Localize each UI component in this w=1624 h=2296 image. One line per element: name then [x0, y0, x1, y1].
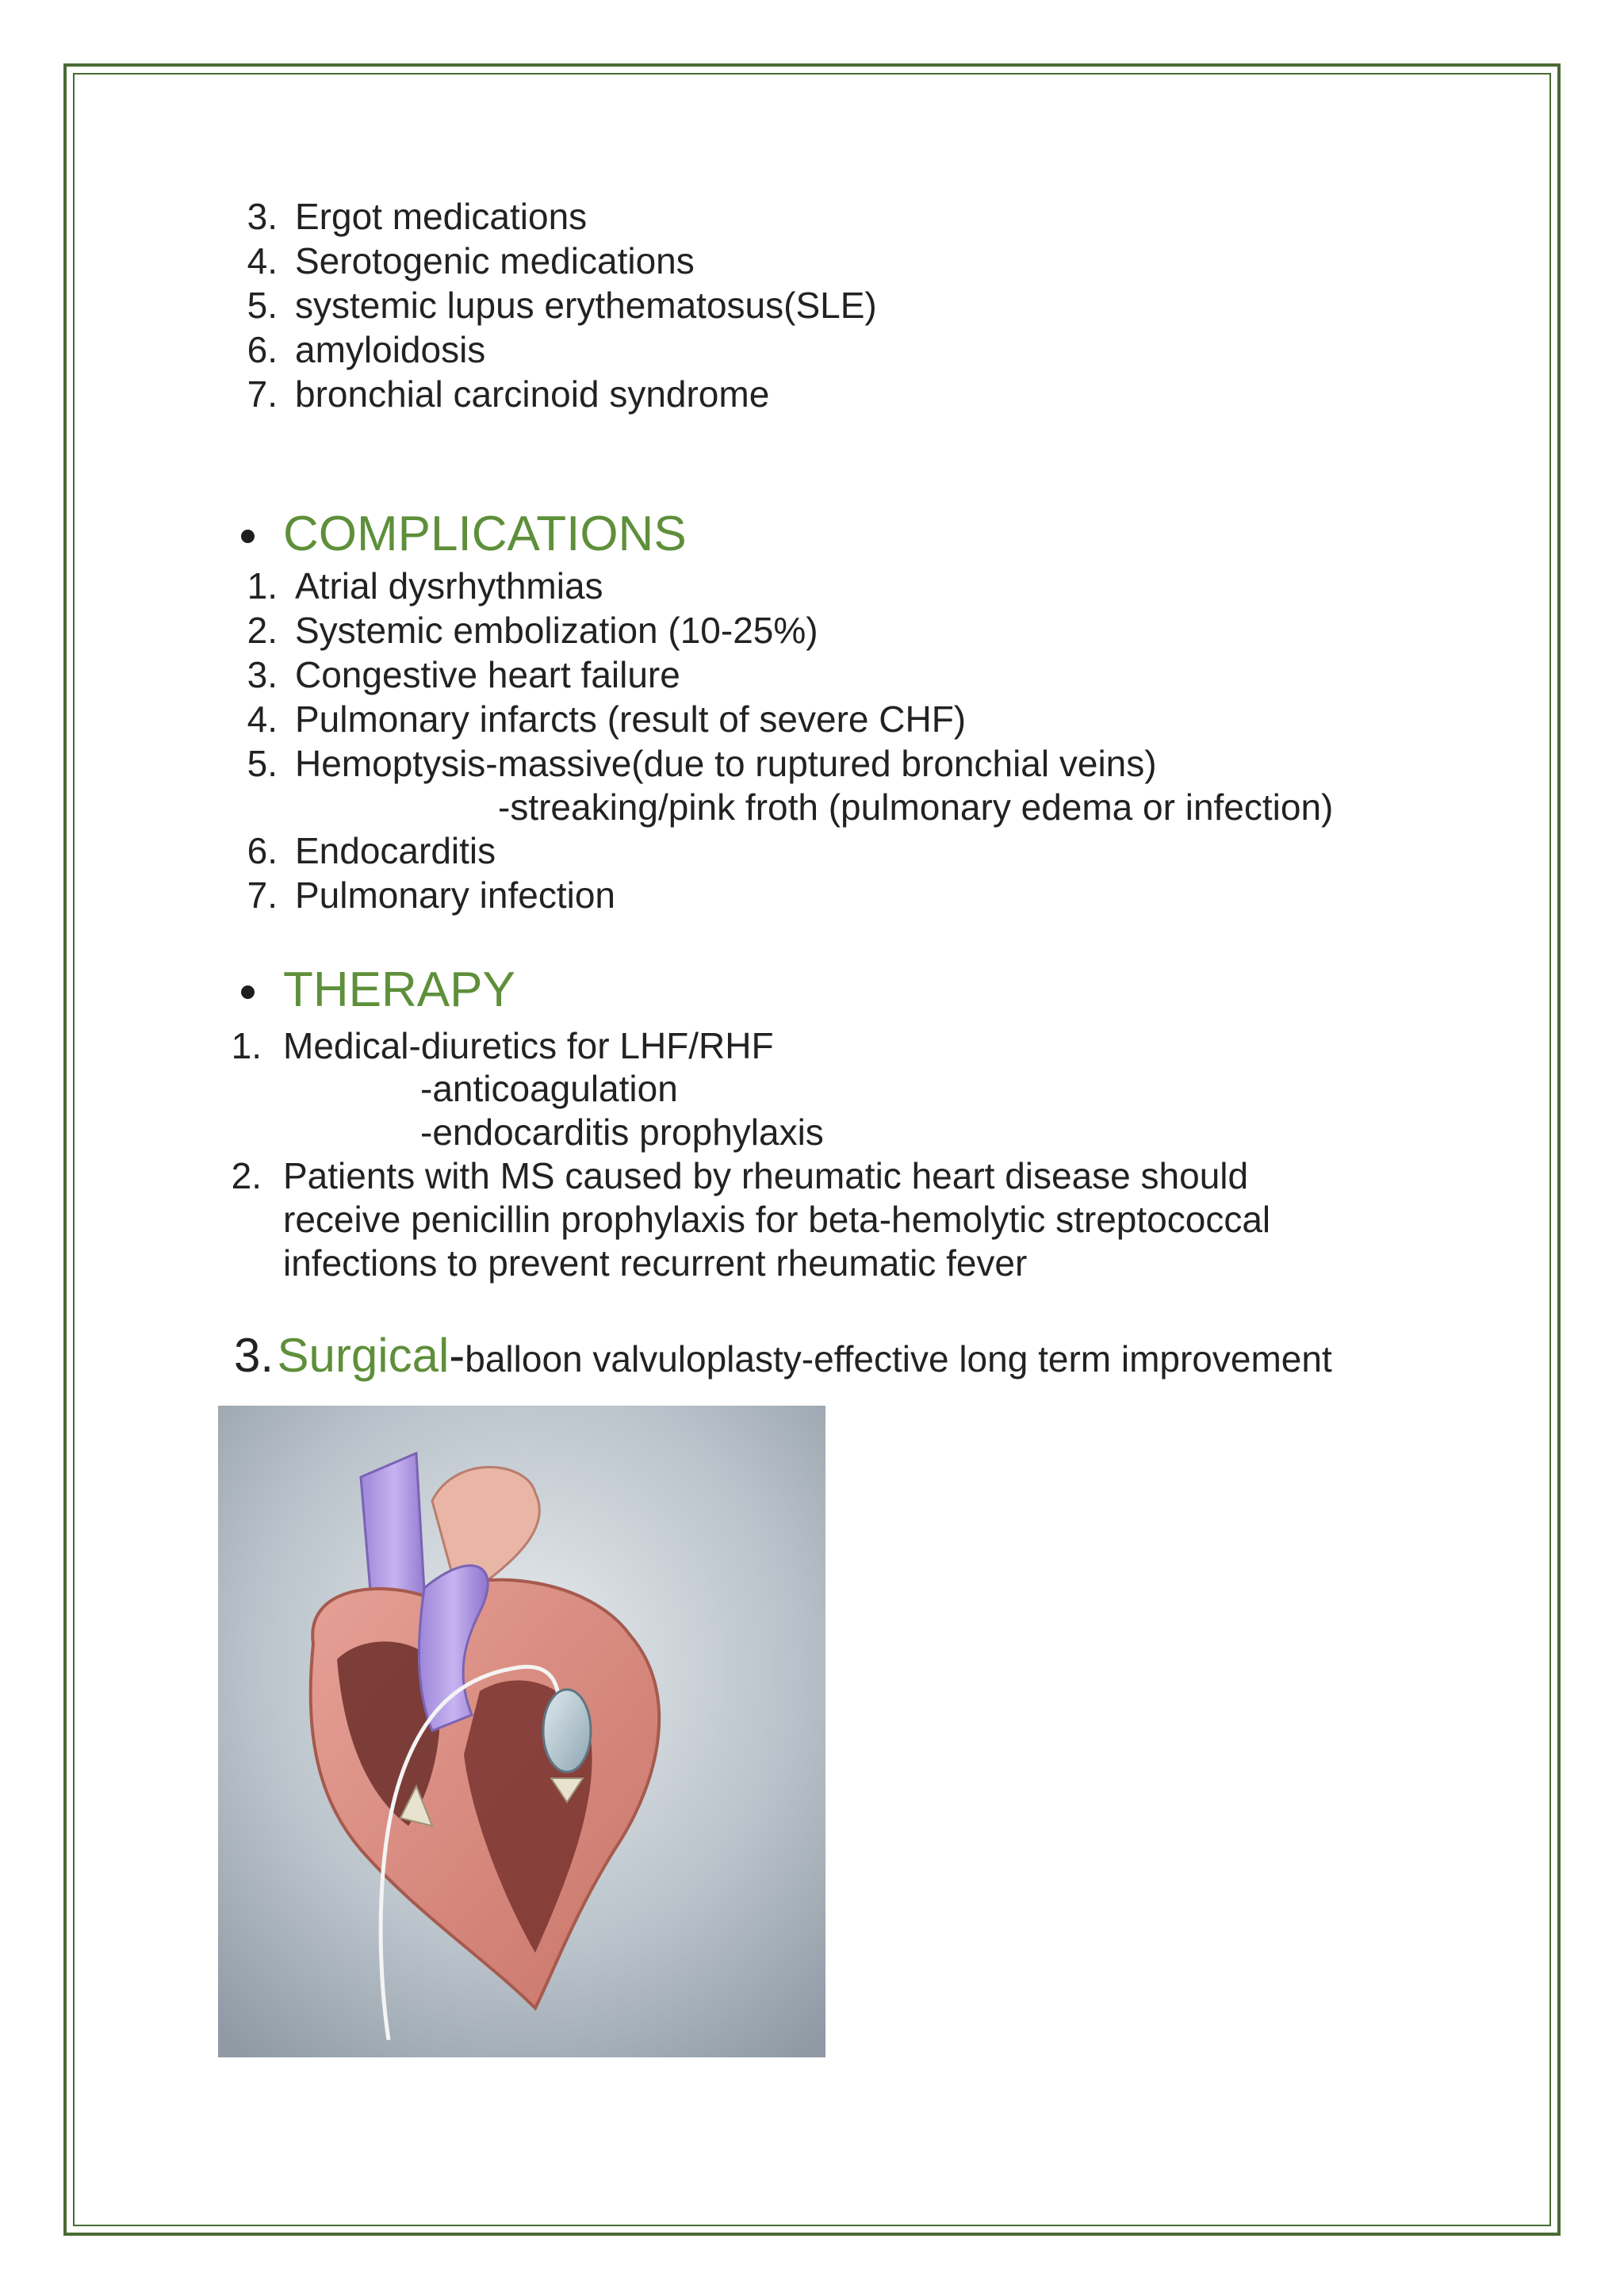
list-item: Patients with MS caused by rheumatic heart disease should: [283, 1155, 1249, 1196]
list-item-continuation: -streaking/pink froth (pulmonary edema or infection): [498, 786, 1334, 828]
list-number: 4.: [247, 240, 278, 281]
section-heading-therapy: THERAPY: [283, 962, 515, 1017]
list-item: Congestive heart failure: [295, 654, 680, 695]
list-item: systemic lupus erythematosus(SLE): [295, 285, 877, 326]
list-item: amyloidosis: [295, 329, 486, 370]
list-item: Endocarditis: [295, 830, 496, 871]
list-number: 1.: [247, 565, 278, 607]
list-number: 3.: [247, 654, 278, 695]
heart-balloon-valvuloplasty-illustration: [218, 1406, 825, 2057]
list-item-continuation: -endocarditis prophylaxis: [420, 1112, 824, 1153]
surgical-label: Surgical: [277, 1329, 450, 1382]
list-number: 7.: [247, 373, 278, 415]
balloon: [543, 1689, 591, 1772]
list-number: 6.: [247, 329, 278, 370]
list-item: Ergot medications: [295, 196, 588, 237]
list-item: Hemoptysis-massive(due to ruptured bronchial veins): [295, 743, 1157, 784]
surgical-line: [234, 1328, 1332, 1396]
list-item: Pulmonary infarcts (result of severe CHF): [295, 698, 967, 740]
list-number: 5.: [247, 743, 278, 784]
list-number: 3.: [247, 196, 278, 237]
list-item-continuation: receive penicillin prophylaxis for beta-hemolytic streptococcal: [283, 1199, 1271, 1240]
bullet-icon: [241, 530, 255, 543]
list-item: Pulmonary infection: [295, 874, 615, 916]
list-item: Medical-diuretics for LHF/RHF: [283, 1025, 774, 1066]
list-item-continuation: -anticoagulation: [420, 1068, 678, 1109]
list-number: 3.: [234, 1329, 274, 1382]
list-number: 4.: [247, 698, 278, 740]
list-item: Serotogenic medications: [295, 240, 695, 281]
list-item: bronchial carcinoid syndrome: [295, 373, 770, 415]
list-number: 1.: [231, 1025, 262, 1066]
list-item: Systemic embolization (10-25%): [295, 610, 818, 651]
list-number: 2.: [231, 1155, 262, 1196]
list-item-continuation: infections to prevent recurrent rheumatic fever: [283, 1242, 1028, 1284]
list-number: 7.: [247, 874, 278, 916]
list-number: 5.: [247, 285, 278, 326]
section-heading-complications: COMPLICATIONS: [283, 507, 687, 561]
list-item: Atrial dysrhythmias: [295, 565, 603, 607]
surgical-description: balloon valvuloplasty-effective long term improvement: [465, 1338, 1332, 1380]
surgical-dash: -: [449, 1329, 465, 1382]
bullet-icon: [241, 985, 255, 999]
list-number: 6.: [247, 830, 278, 871]
list-number: 2.: [247, 610, 278, 651]
